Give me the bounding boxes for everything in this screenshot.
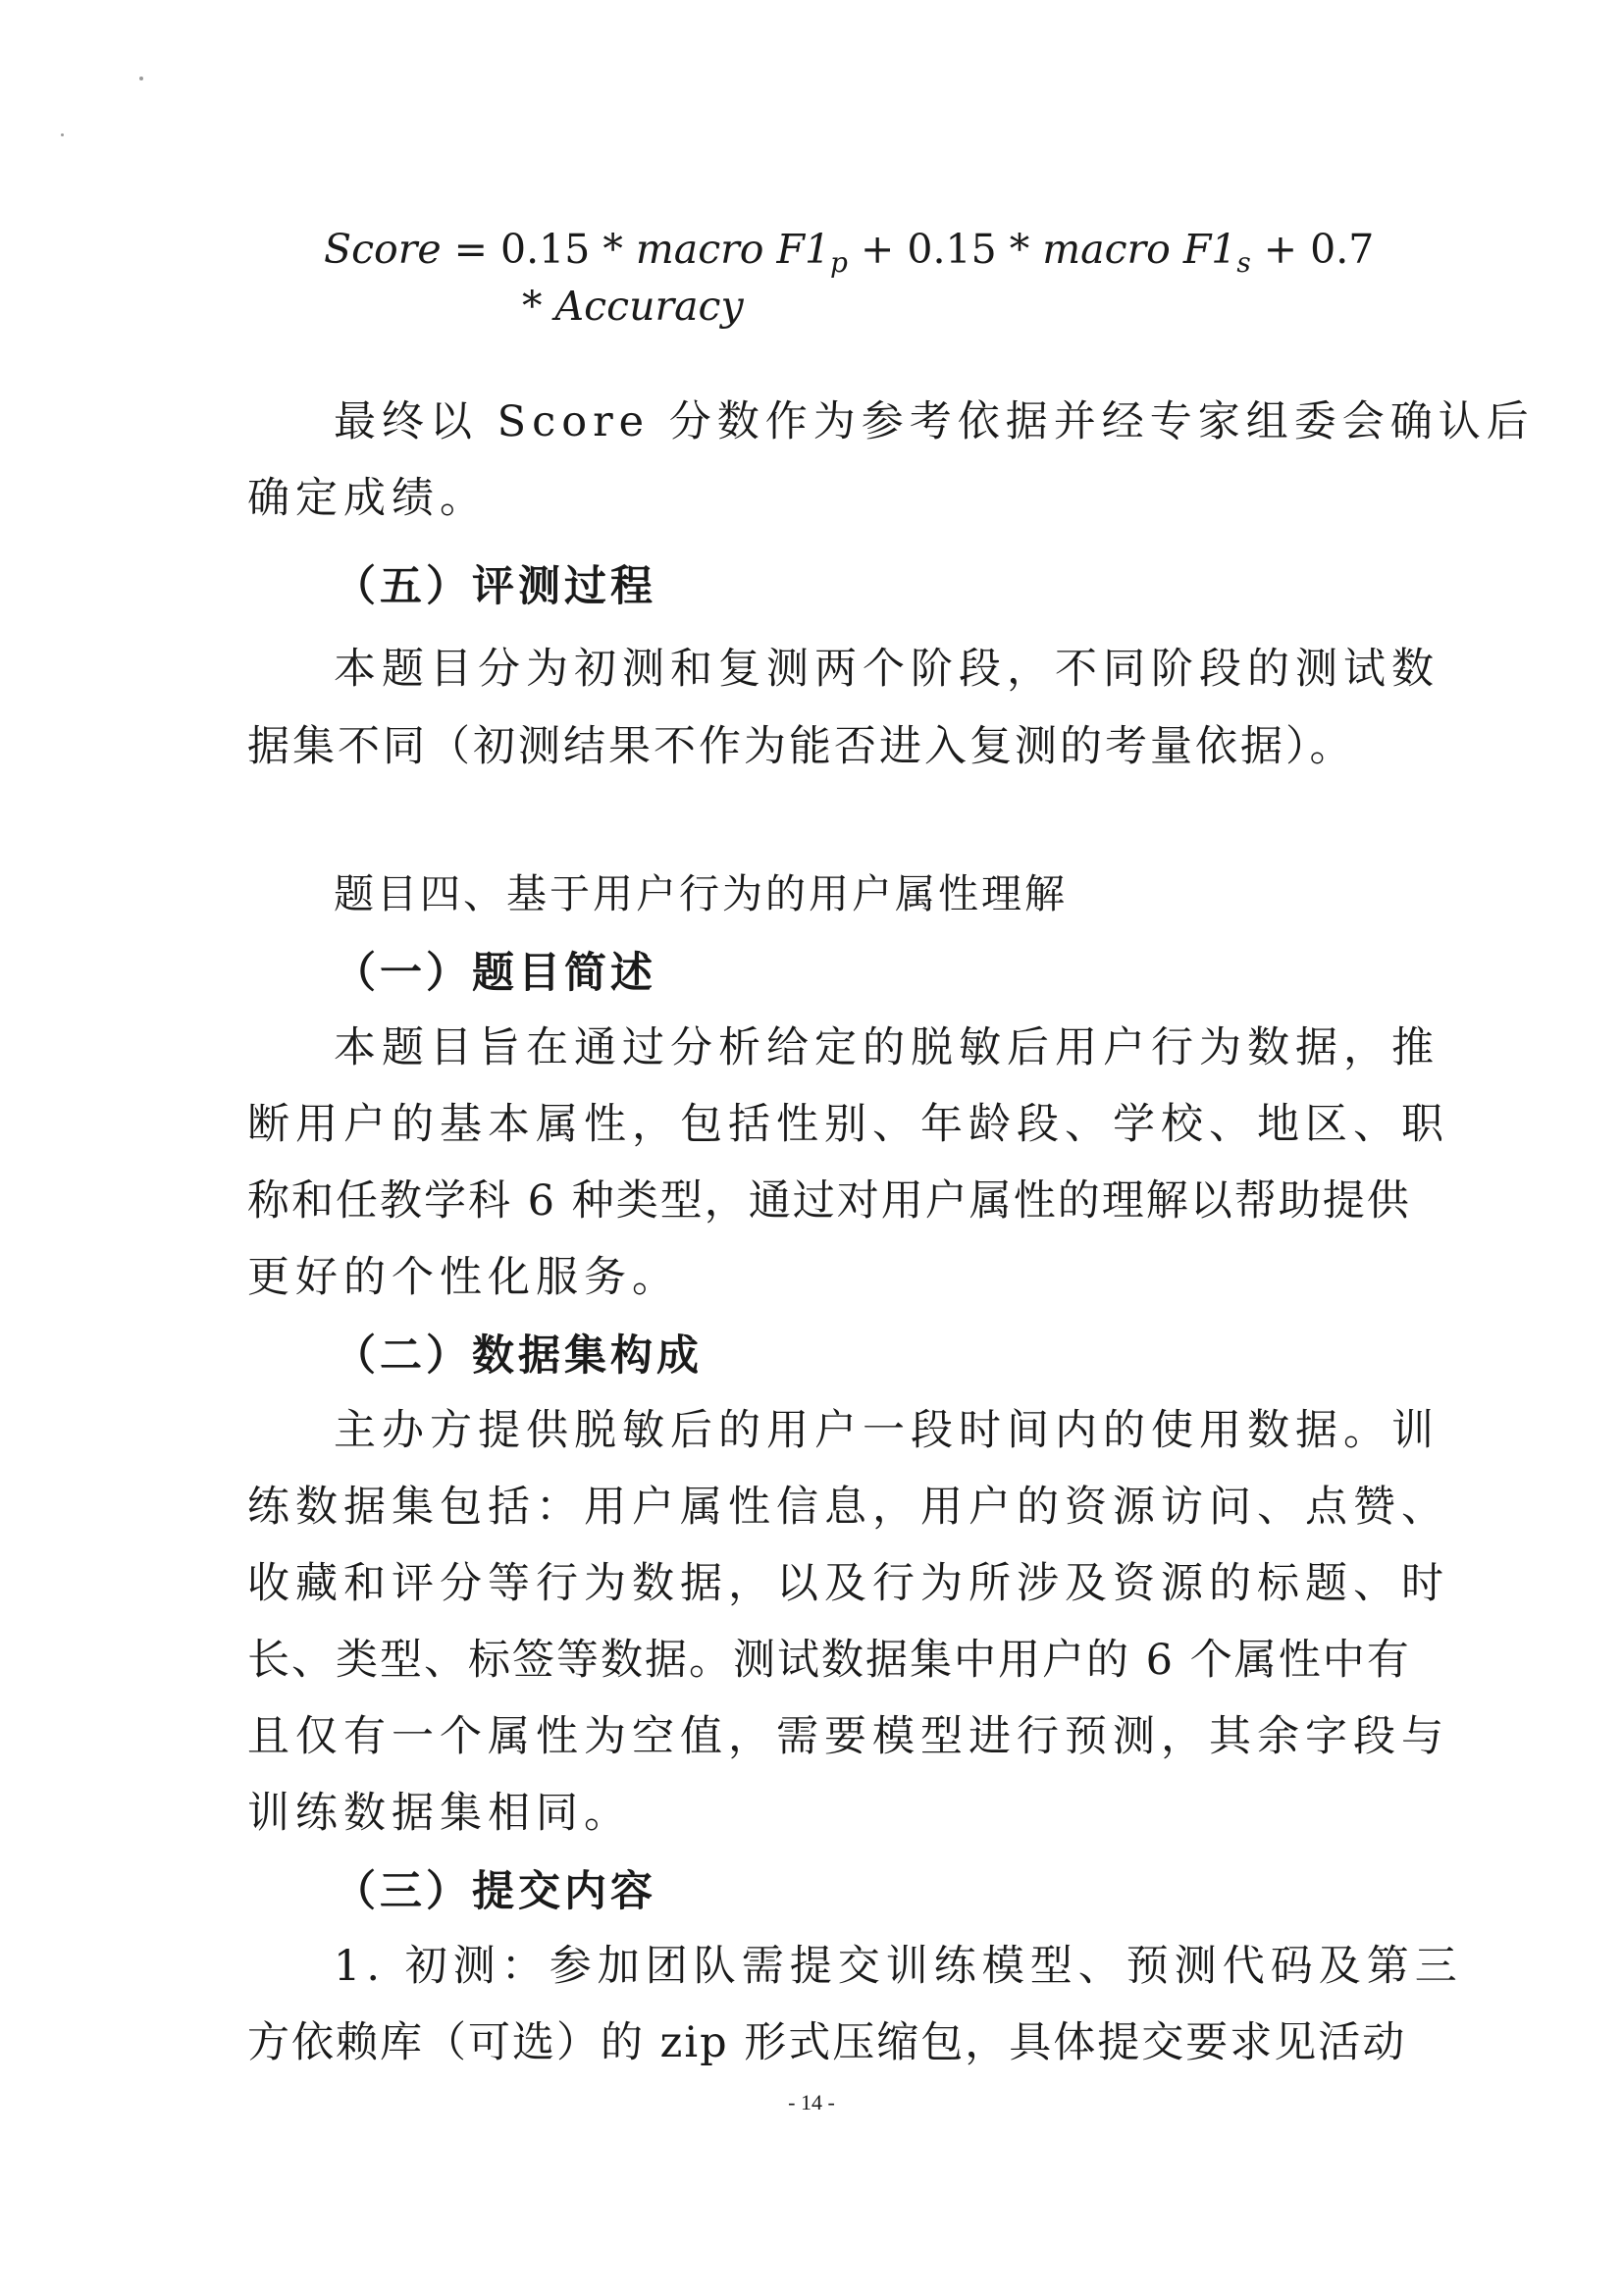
section-heading: （三）提交内容	[334, 1867, 656, 1916]
topic-title: 题目四、基于用户行为的用户属性理解	[334, 870, 1068, 917]
paragraph-line: 1. 初测：参加团队需提交训练模型、预测代码及第三	[334, 1942, 1463, 1991]
score-formula-line-2: * Accuracy	[522, 283, 744, 330]
paragraph-line: 主办方提供脱敏后的用户一段时间内的使用数据。训	[334, 1406, 1440, 1455]
scan-speck	[139, 77, 143, 80]
paragraph-line: 本题目旨在通过分析给定的脱敏后用户行为数据，推	[334, 1023, 1440, 1072]
paragraph-line: 据集不同（初测结果不作为能否进入复测的考量依据）。	[247, 722, 1355, 771]
paragraph-line: 最终以 Score 分数作为参考依据并经专家组委会确认后	[334, 397, 1535, 446]
paragraph-line: 本题目分为初测和复测两个阶段，不同阶段的测试数	[334, 645, 1440, 694]
paragraph-line: 更好的个性化服务。	[247, 1253, 680, 1302]
paragraph-line: 训练数据集相同。	[247, 1789, 632, 1838]
section-heading: （一）题目简述	[334, 949, 656, 998]
paragraph-line: 长、类型、标签等数据。测试数据集中用户的 6 个属性中有	[247, 1636, 1411, 1685]
paragraph-line: 且仅有一个属性为空值，需要模型进行预测，其余字段与	[247, 1712, 1449, 1761]
page-number: - 14 -	[788, 2090, 835, 2114]
scan-speck	[61, 133, 64, 136]
score-formula-line-1: Score = 0.15 * macro $F1_p + 0.15$ * macro $F1_s + 0.7$	[324, 226, 1375, 280]
paragraph-line: 收藏和评分等行为数据，以及行为所涉及资源的标题、时	[247, 1559, 1449, 1608]
paragraph-line: 称和任教学科 6 种类型，通过对用户属性的理解以帮助提供	[247, 1176, 1411, 1226]
paragraph-line: 断用户的基本属性，包括性别、年龄段、学校、地区、职	[247, 1100, 1449, 1149]
section-heading: （五）评测过程	[334, 562, 656, 611]
paragraph-line: 方依赖库（可选）的 zip 形式压缩包，具体提交要求见活动	[247, 2018, 1407, 2067]
paragraph-line: 练数据集包括：用户属性信息，用户的资源访问、点赞、	[247, 1483, 1449, 1532]
paragraph-line: 确定成绩。	[247, 474, 488, 523]
section-heading: （二）数据集构成	[334, 1331, 703, 1381]
